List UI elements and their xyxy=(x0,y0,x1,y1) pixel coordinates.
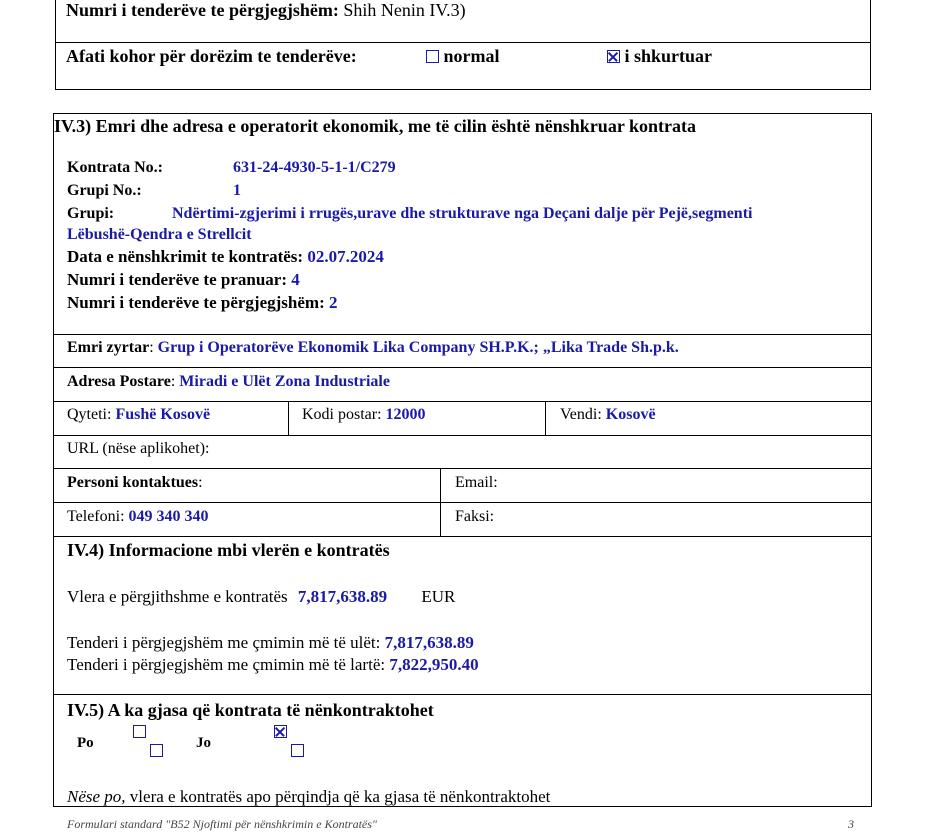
contract-no-value: 631-24-4930-5-1-1/C279 xyxy=(233,159,396,176)
section-iv3-heading: IV.3) Emri dhe adresa e operatorit ekonomik, me të cilin është nënshkruar kontrata xyxy=(54,116,696,136)
postal-address-value: Miradi e Ulët Zona Industriale xyxy=(179,373,390,390)
accepted-tenders-row xyxy=(67,270,300,290)
postal-code-cell xyxy=(302,405,426,424)
tenders-responsive-row xyxy=(66,0,466,21)
group-no-label: Grupi No.: xyxy=(67,182,142,199)
sign-date-value: 02.07.2024 xyxy=(307,247,384,266)
postal-code-label: Kodi postar: xyxy=(302,406,382,423)
phone-cell xyxy=(67,507,209,526)
no-checkbox-checked[interactable] xyxy=(274,725,287,738)
footer-form-text: Formulari standard "B52 Njoftimi për nënshkrimin e Kontratës" xyxy=(67,817,377,831)
official-name-value: Grup i Operatorëve Ekonomik Lika Company SH.P.K.; „Lika Trade Sh.p.k. xyxy=(157,339,679,356)
deadline-short-option[interactable] xyxy=(607,46,712,67)
phone-value: 049 340 340 xyxy=(128,508,209,525)
sign-date-label: Data e nënshkrimit te kontratës: xyxy=(67,247,304,266)
group-no-value: 1 xyxy=(233,182,241,199)
total-value-label: Vlera e përgjithshme e kontratës xyxy=(67,587,288,606)
postal-country-divider xyxy=(545,401,546,436)
yes-label: Po xyxy=(77,735,94,751)
city-value: Fushë Kosovë xyxy=(115,406,211,423)
row-divider-2 xyxy=(53,367,872,368)
group-label: Grupi: xyxy=(67,205,115,222)
lowest-price-value: 7,817,638.89 xyxy=(384,633,474,652)
normal-checkbox[interactable] xyxy=(426,50,439,63)
deadline-label: Afati kohor për dorëzim te tenderëve: xyxy=(66,46,357,66)
city-cell xyxy=(67,405,210,424)
highest-price-label: Tenderi i përgjegjshëm me çmimin më të lartë: xyxy=(67,655,386,674)
row-divider-7 xyxy=(53,536,872,537)
official-name-row: Emri zyrtar: Grup i Operatorëve Ekonomik Lika Company SH.P.K.; „Lika Trade Sh.p.k. xyxy=(67,339,679,356)
city-label: Qyteti: xyxy=(67,406,112,423)
tenders-responsive-value: Shih Nenin IV.3) xyxy=(343,0,466,20)
main-left-border xyxy=(53,113,54,807)
url-label: URL (nëse aplikohet): xyxy=(67,440,210,457)
section-iv5-heading: IV.5) A ka gjasa që kontrata të nënkontraktohet xyxy=(67,700,434,720)
total-value-row xyxy=(67,587,455,607)
normal-label: normal xyxy=(443,46,500,66)
accepted-tenders-value: 4 xyxy=(291,270,300,289)
main-right-border xyxy=(871,113,872,807)
postal-code-value: 12000 xyxy=(385,406,426,423)
if-yes-row xyxy=(67,787,550,807)
short-label: i shkurtuar xyxy=(624,46,713,66)
footer-page-number: 3 xyxy=(848,817,854,831)
responsive-tenders-row xyxy=(67,293,338,313)
country-value: Kosovë xyxy=(605,406,656,423)
contact-person-label: Personi kontaktues xyxy=(67,474,199,491)
email-label: Email: xyxy=(455,474,498,491)
short-checkbox-checked[interactable] xyxy=(607,50,620,63)
phone-label: Telefoni: xyxy=(67,508,125,525)
lowest-price-row xyxy=(67,633,474,653)
section-iv4-heading: IV.4) Informacione mbi vlerën e kontratës xyxy=(67,540,390,560)
highest-price-row xyxy=(67,655,479,675)
contact-person-cell: Personi kontaktues: xyxy=(67,474,203,491)
main-bottom-border xyxy=(53,806,872,807)
row-divider-8 xyxy=(53,694,872,695)
total-value-amount: 7,817,638.89 xyxy=(297,587,388,606)
city-postal-divider xyxy=(288,401,289,436)
row-divider-5 xyxy=(53,468,872,469)
row-divider-1 xyxy=(53,334,872,335)
no-checkbox-bottom[interactable] xyxy=(291,744,304,757)
row-divider-6 xyxy=(53,502,872,503)
contract-no-label: Kontrata No.: xyxy=(67,159,163,176)
main-top-border xyxy=(53,113,872,114)
accepted-tenders-label: Numri i tenderëve te pranuar: xyxy=(67,270,288,289)
highest-price-value: 7,822,950.40 xyxy=(389,655,479,674)
top-box-divider xyxy=(55,42,871,43)
responsive-tenders-label: Numri i tenderëve te përgjegjshëm: xyxy=(67,293,325,312)
if-yes-italic: Nëse po, xyxy=(67,787,126,806)
fax-label: Faksi: xyxy=(455,508,495,525)
no-label: Jo xyxy=(196,735,211,751)
tenders-responsive-label: Numri i tenderëve te përgjegjshëm: xyxy=(66,0,339,20)
group-value-line1: Ndërtimi-zgjerimi i rrugës,urave dhe strukturave nga Deçani dalje për Pejë,segmenti xyxy=(172,205,753,222)
if-yes-text: vlera e kontratës apo përqindja që ka gjasa të nënkontraktohet xyxy=(129,787,551,806)
row-divider-4 xyxy=(53,435,872,436)
country-cell xyxy=(560,405,656,424)
postal-address-row: Adresa Postare: Miradi e Ulët Zona Industriale xyxy=(67,373,390,390)
responsive-tenders-value: 2 xyxy=(329,293,338,312)
total-value-currency: EUR xyxy=(421,587,456,606)
sign-date-row xyxy=(67,247,384,267)
lowest-price-label: Tenderi i përgjegjshëm me çmimin më të ulët: xyxy=(67,633,381,652)
official-name-label: Emri zyrtar xyxy=(67,339,150,356)
group-value-line2: Lëbushë-Qendra e Strellcit xyxy=(67,226,252,243)
row-divider-3 xyxy=(53,401,872,402)
yes-checkbox-bottom[interactable] xyxy=(150,744,163,757)
deadline-normal-option[interactable] xyxy=(426,46,500,67)
yes-checkbox-top[interactable] xyxy=(133,725,146,738)
postal-address-label: Adresa Postare xyxy=(67,373,171,390)
country-label: Vendi: xyxy=(560,406,602,423)
